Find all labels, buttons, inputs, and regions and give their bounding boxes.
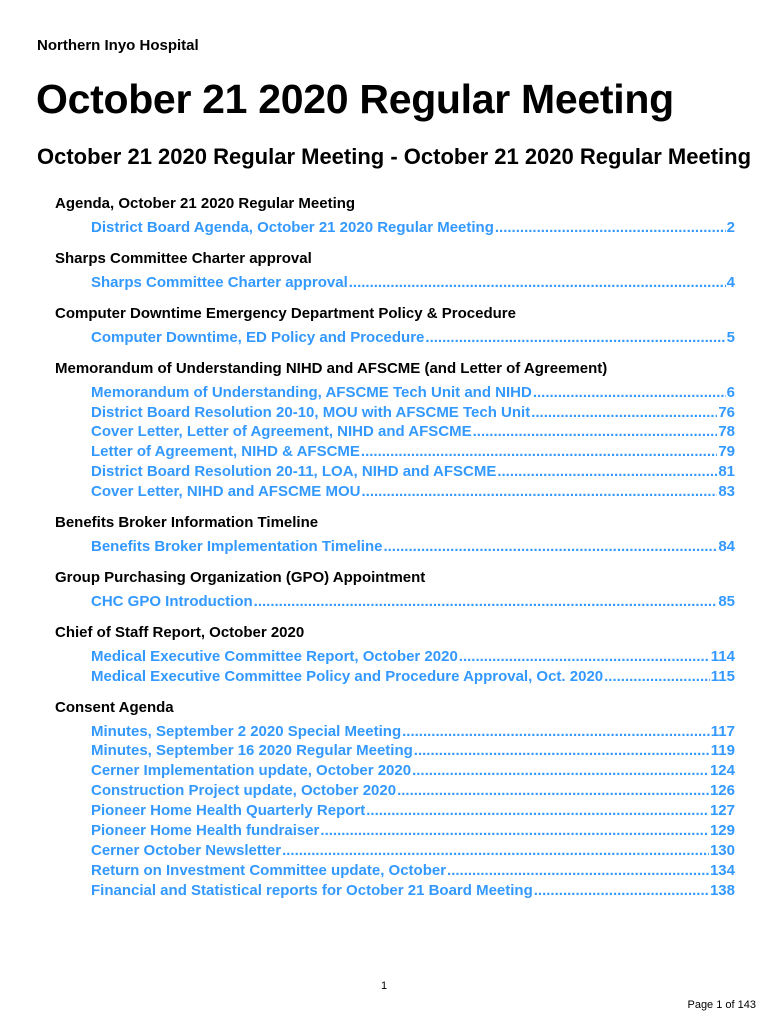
toc-link-page: 127 <box>709 802 735 820</box>
toc-link-page: 134 <box>709 861 735 879</box>
toc-link-page: 76 <box>718 403 735 421</box>
leader-dots <box>459 647 710 667</box>
toc-section-mou <box>55 359 735 502</box>
section-entries <box>55 328 735 348</box>
toc-link-page: 6 <box>726 383 735 401</box>
page-count: Page 1 of 143 <box>687 999 756 1011</box>
section-entries <box>55 383 735 502</box>
toc-link[interactable] <box>91 422 735 442</box>
section-title: Memorandum of Understanding NIHD and AFSCME (and Letter of Agreement) <box>55 359 608 377</box>
toc-link-page: 119 <box>710 742 735 760</box>
section-title: Computer Downtime Emergency Department Policy & Procedure <box>55 304 516 322</box>
toc-link-label: Sharps Committee Charter approval <box>91 273 348 291</box>
leader-dots <box>402 722 710 742</box>
toc-link-label: Benefits Broker Implementation Timeline <box>91 538 383 556</box>
toc-link-label: Medical Executive Committee Report, October 2020 <box>91 647 458 665</box>
toc-link[interactable] <box>91 881 735 901</box>
section-entries <box>55 537 735 557</box>
section-entries <box>55 722 735 901</box>
toc-link-label: CHC GPO Introduction <box>91 592 253 610</box>
section-title: Consent Agenda <box>55 698 174 716</box>
toc-link-label: Construction Project update, October 2020 <box>91 782 397 800</box>
table-of-contents <box>55 194 735 901</box>
leader-dots <box>282 841 709 861</box>
leader-dots <box>361 442 717 462</box>
leader-dots <box>604 667 710 687</box>
leader-dots <box>533 383 726 403</box>
leader-dots <box>447 861 709 881</box>
toc-link[interactable] <box>91 383 735 403</box>
page-subtitle: October 21 2020 Regular Meeting - October 21 2020 Regular Meeting <box>37 144 752 169</box>
toc-section-benefits-broker <box>55 513 735 557</box>
toc-link[interactable] <box>91 218 735 238</box>
toc-link[interactable] <box>91 442 735 462</box>
toc-link-label: Cerner October Newsletter <box>91 841 282 859</box>
toc-link[interactable] <box>91 592 735 612</box>
toc-link-label: Pioneer Home Health fundraiser <box>91 822 320 840</box>
toc-link[interactable] <box>91 781 735 801</box>
toc-link-page: 114 <box>710 647 735 665</box>
toc-link-page: 5 <box>726 328 735 346</box>
section-entries <box>55 647 735 687</box>
toc-link-label: Cover Letter, NIHD and AFSCME MOU <box>91 483 361 501</box>
toc-link[interactable] <box>91 537 735 557</box>
toc-link-label: Return on Investment Committee update, October <box>91 861 447 879</box>
section-title: Agenda, October 21 2020 Regular Meeting <box>55 195 356 212</box>
toc-section-computer-downtime <box>55 304 735 348</box>
toc-link-page: 4 <box>726 273 735 291</box>
toc-link-page: 81 <box>718 463 735 481</box>
toc-link[interactable] <box>91 482 735 502</box>
toc-link-label: District Board Resolution 20-10, MOU with AFSCME Tech Unit <box>91 403 531 421</box>
page-number: 1 <box>381 980 388 992</box>
section-title: Sharps Committee Charter approval <box>55 249 312 267</box>
toc-link-label: District Board Resolution 20-11, LOA, NIHD and AFSCME <box>91 463 497 481</box>
toc-link-page: 83 <box>718 483 735 501</box>
toc-link-page: 117 <box>710 722 735 740</box>
toc-link-label: Minutes, September 16 2020 Regular Meeting <box>91 742 413 760</box>
leader-dots <box>361 482 717 502</box>
toc-link-label: Cerner Implementation update, October 2020 <box>91 762 412 780</box>
section-title: Chief of Staff Report, October 2020 <box>55 623 305 641</box>
toc-link-page: 85 <box>718 592 735 610</box>
toc-link-page: 124 <box>709 762 735 780</box>
section-title: Group Purchasing Organization (GPO) Appointment <box>55 568 426 586</box>
toc-section-agenda <box>55 194 735 238</box>
leader-dots <box>383 537 717 557</box>
toc-link-label: Medical Executive Committee Policy and Procedure Approval, Oct. 2020 <box>91 667 604 685</box>
toc-section-chief-of-staff <box>55 623 735 687</box>
section-title: Benefits Broker Information Timeline <box>55 514 319 532</box>
leader-dots <box>414 741 710 761</box>
leader-dots <box>349 273 726 293</box>
section-entries <box>55 218 735 238</box>
toc-link-page: 84 <box>718 538 735 556</box>
leader-dots <box>534 881 709 901</box>
toc-link[interactable] <box>91 741 735 761</box>
toc-link-label: Memorandum of Understanding, AFSCME Tech Unit and NIHD <box>91 383 532 401</box>
leader-dots <box>412 761 709 781</box>
toc-link-page: 115 <box>710 667 735 685</box>
toc-link-label: District Board Agenda, October 21 2020 Regular Meeting <box>91 219 494 236</box>
toc-link-label: Letter of Agreement, NIHD & AFSCME <box>91 443 360 461</box>
section-entries <box>55 592 735 612</box>
toc-link[interactable] <box>91 821 735 841</box>
toc-link[interactable] <box>91 801 735 821</box>
toc-link[interactable] <box>91 841 735 861</box>
toc-section-sharps <box>55 249 735 293</box>
toc-link[interactable] <box>91 761 735 781</box>
toc-link[interactable] <box>91 403 735 423</box>
toc-link[interactable] <box>91 722 735 742</box>
toc-link-label: Cover Letter, Letter of Agreement, NIHD and AFSCME <box>91 423 472 441</box>
toc-link-page: 2 <box>726 219 735 236</box>
toc-link-label: Pioneer Home Health Quarterly Report <box>91 802 366 820</box>
leader-dots <box>320 821 709 841</box>
toc-link[interactable] <box>91 462 735 482</box>
toc-link-label: Minutes, September 2 2020 Special Meeting <box>91 722 402 740</box>
toc-link[interactable] <box>91 667 735 687</box>
toc-link-page: 78 <box>718 423 735 441</box>
toc-link[interactable] <box>91 328 735 348</box>
toc-link-label: Computer Downtime, ED Policy and Procedure <box>91 328 425 346</box>
leader-dots <box>497 462 717 482</box>
toc-link-page: 130 <box>709 841 735 859</box>
toc-link-page: 79 <box>718 443 735 461</box>
leader-dots <box>473 422 718 442</box>
toc-link-label: Financial and Statistical reports for October 21 Board Meeting <box>91 881 533 899</box>
toc-link-page: 138 <box>709 881 735 899</box>
leader-dots <box>495 218 726 238</box>
page-title: October 21 2020 Regular Meeting <box>36 76 674 122</box>
leader-dots <box>397 781 709 801</box>
section-entries <box>55 273 735 293</box>
leader-dots <box>425 328 725 348</box>
leader-dots <box>366 801 709 821</box>
toc-section-gpo <box>55 568 735 612</box>
toc-link-page: 129 <box>709 822 735 840</box>
toc-link[interactable] <box>91 647 735 667</box>
toc-section-consent-agenda <box>55 698 735 901</box>
toc-link[interactable] <box>91 861 735 881</box>
leader-dots <box>254 592 718 612</box>
organization-name: Northern Inyo Hospital <box>37 37 199 54</box>
leader-dots <box>531 403 717 423</box>
toc-link-page: 126 <box>709 782 735 800</box>
toc-link[interactable] <box>91 273 735 293</box>
